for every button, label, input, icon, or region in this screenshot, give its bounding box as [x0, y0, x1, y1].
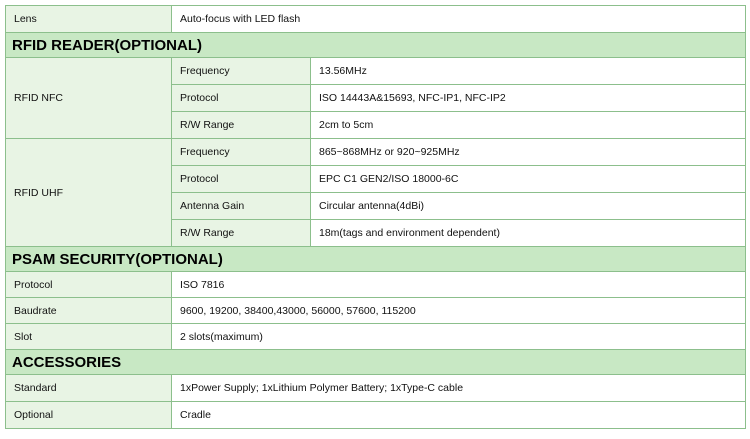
nfc-value: 13.56MHz	[311, 58, 746, 85]
nfc-key: Frequency	[172, 58, 311, 85]
accessory-key: Standard	[6, 375, 172, 402]
accessory-key: Optional	[6, 402, 172, 429]
table-row	[6, 324, 746, 350]
table-row	[6, 402, 746, 429]
row-label-lens: Lens	[6, 6, 172, 33]
table-row	[6, 272, 746, 298]
group-label-rfid-uhf: RFID UHF	[6, 139, 172, 247]
uhf-value: EPC C1 GEN2/ISO 18000-6C	[311, 166, 746, 193]
table-row	[6, 298, 746, 324]
uhf-key: Antenna Gain	[172, 193, 311, 220]
psam-key: Slot	[6, 324, 172, 350]
spec-table	[5, 5, 746, 429]
section-title-accessories: ACCESSORIES	[6, 350, 746, 375]
section-header-row	[6, 33, 746, 58]
section-header-row	[6, 247, 746, 272]
uhf-value: Circular antenna(4dBi)	[311, 193, 746, 220]
psam-key: Protocol	[6, 272, 172, 298]
group-label-rfid-nfc: RFID NFC	[6, 58, 172, 139]
table-row	[6, 58, 746, 85]
accessory-value: Cradle	[172, 402, 746, 429]
uhf-key: R/W Range	[172, 220, 311, 247]
nfc-key: Protocol	[172, 85, 311, 112]
spec-sheet	[5, 5, 745, 435]
uhf-value: 18m(tags and environment dependent)	[311, 220, 746, 247]
nfc-key: R/W Range	[172, 112, 311, 139]
section-title-rfid: RFID READER(OPTIONAL)	[6, 33, 746, 58]
table-row	[6, 6, 746, 33]
psam-value: ISO 7816	[172, 272, 746, 298]
accessory-value: 1xPower Supply; 1xLithium Polymer Battery; 1xType-C cable	[172, 375, 746, 402]
uhf-value: 865~868MHz or 920~925MHz	[311, 139, 746, 166]
nfc-value: ISO 14443A&15693, NFC-IP1, NFC-IP2	[311, 85, 746, 112]
table-row	[6, 375, 746, 402]
uhf-key: Protocol	[172, 166, 311, 193]
section-header-row	[6, 350, 746, 375]
section-title-psam: PSAM SECURITY(OPTIONAL)	[6, 247, 746, 272]
row-value-lens: Auto-focus with LED flash	[172, 6, 746, 33]
table-row	[6, 139, 746, 166]
psam-value: 2 slots(maximum)	[172, 324, 746, 350]
nfc-value: 2cm to 5cm	[311, 112, 746, 139]
psam-key: Baudrate	[6, 298, 172, 324]
uhf-key: Frequency	[172, 139, 311, 166]
psam-value: 9600, 19200, 38400,43000, 56000, 57600, 115200	[172, 298, 746, 324]
